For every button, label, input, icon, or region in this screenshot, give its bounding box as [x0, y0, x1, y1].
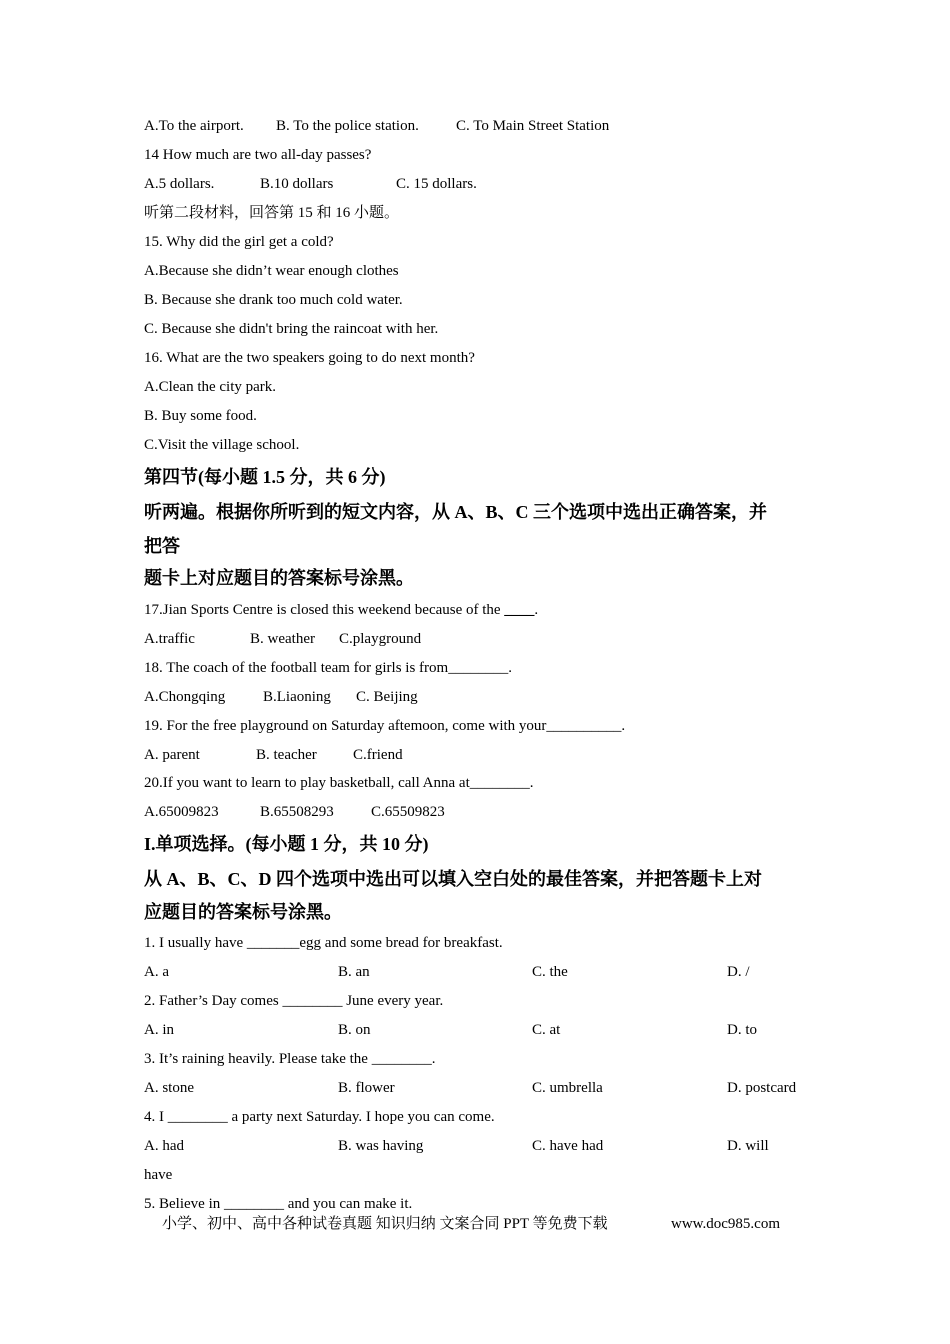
q19-option-b: B. teacher: [256, 747, 317, 763]
mc3-option-a: A. stone: [144, 1080, 194, 1096]
q19-option-a: A. parent: [144, 747, 200, 763]
q13-option-a: A.To the airport.: [144, 118, 244, 134]
q19-text: 19. For the free playground on Saturday aftemoon, come with your__________.: [144, 718, 626, 734]
mc3-option-b: B. flower: [338, 1080, 395, 1096]
q14-option-b: B.10 dollars: [260, 176, 334, 192]
mc4-option-b: B. was having: [338, 1138, 424, 1154]
mc4-text: 4. I ________ a party next Saturday. I hope you can come.: [144, 1109, 495, 1125]
sectionI-instruction-line2: 应题目的答案标号涂黑。: [144, 902, 342, 922]
mc3-text: 3. It’s raining heavily. Please take the ________.: [144, 1051, 436, 1067]
q15-option-a: A.Because she didn’t wear enough clothes: [144, 263, 399, 279]
q15-option-b: B. Because she drank too much cold water.: [144, 292, 403, 308]
q15-option-c: C. Because she didn't bring the raincoat with her.: [144, 321, 439, 337]
q13-option-b: B. To the police station.: [276, 118, 419, 134]
section4-instruction-line3: 题卡上对应题目的答案标号涂黑。: [144, 568, 414, 588]
mc4-option-d-continued: have: [144, 1167, 173, 1183]
q18-option-c: C. Beijing: [356, 689, 418, 705]
mc1-option-b: B. an: [338, 964, 370, 980]
q15-text: 15. Why did the girl get a cold?: [144, 234, 334, 250]
footer-website-link[interactable]: www.doc985.com: [671, 1216, 781, 1232]
mc2-text: 2. Father’s Day comes ________ June every year.: [144, 993, 444, 1009]
section4-title: 第四节(每小题 1.5 分，共 6 分): [144, 467, 386, 487]
mc4-option-a: A. had: [144, 1138, 184, 1154]
mc1-option-d: D. /: [727, 964, 750, 980]
q17-option-a: A.traffic: [144, 631, 195, 647]
sectionI-instruction-line1: 从 A、B、C、D 四个选项中选出可以填入空白处的最佳答案，并把答题卡上对: [144, 869, 762, 889]
q17-option-c: C.playground: [339, 631, 422, 647]
q17-end: .: [534, 602, 539, 618]
sectionI-title: I.单项选择。(每小题 1 分，共 10 分): [144, 834, 429, 854]
q16-text: 16. What are the two speakers going to do next month?: [144, 350, 475, 366]
section4-instruction-line1: 听两遍。根据你所听到的短文内容，从 A、B、C 三个选项中选出正确答案，并: [144, 502, 768, 522]
q20-text: 20.If you want to learn to play basketball, call Anna at________.: [144, 775, 534, 791]
mc2-option-a: A. in: [144, 1022, 174, 1038]
q18-text: 18. The coach of the football team for girls is from________.: [144, 660, 512, 676]
footer-promo-text: 小学、初中、高中各种试卷真题 知识归纳 文案合同 PPT 等免费下载: [162, 1216, 608, 1232]
q19-option-c: C.friend: [353, 747, 403, 763]
q17-option-b: B. weather: [250, 631, 315, 647]
q20-option-c: C.65509823: [371, 804, 445, 820]
q18-option-b: B.Liaoning: [263, 689, 331, 705]
q20-option-a: A.65009823: [144, 804, 219, 820]
q14-option-c: C. 15 dollars.: [396, 176, 477, 192]
q20-option-b: B.65508293: [260, 804, 334, 820]
part2-instruction: 听第二段材料，回答第 15 和 16 小题。: [144, 205, 400, 221]
section4-instruction-line2: 把答: [144, 536, 180, 556]
q17-blank: ____: [504, 602, 535, 618]
q14-text: 14 How much are two all-day passes?: [144, 147, 372, 163]
mc4-option-c: C. have had: [532, 1138, 604, 1154]
mc1-option-a: A. a: [144, 964, 169, 980]
q16-option-b: B. Buy some food.: [144, 408, 257, 424]
q17-text: [144, 600, 538, 620]
q17-stem: 17.Jian Sports Centre is closed this weekend because of the: [144, 602, 501, 618]
mc3-option-c: C. umbrella: [532, 1080, 603, 1096]
mc4-option-d: D. will: [727, 1138, 769, 1154]
mc5-text: 5. Believe in ________ and you can make it.: [144, 1196, 413, 1212]
q16-option-a: A.Clean the city park.: [144, 379, 277, 395]
q18-option-a: A.Chongqing: [144, 689, 226, 705]
mc2-option-c: C. at: [532, 1022, 561, 1038]
mc1-option-c: C. the: [532, 964, 568, 980]
mc2-option-d: D. to: [727, 1022, 757, 1038]
mc2-option-b: B. on: [338, 1022, 371, 1038]
q13-option-c: C. To Main Street Station: [456, 118, 610, 134]
q16-option-c: C.Visit the village school.: [144, 437, 300, 453]
q14-option-a: A.5 dollars.: [144, 176, 215, 192]
mc3-option-d: D. postcard: [727, 1080, 797, 1096]
mc1-text: 1. I usually have _______egg and some bread for breakfast.: [144, 935, 503, 951]
